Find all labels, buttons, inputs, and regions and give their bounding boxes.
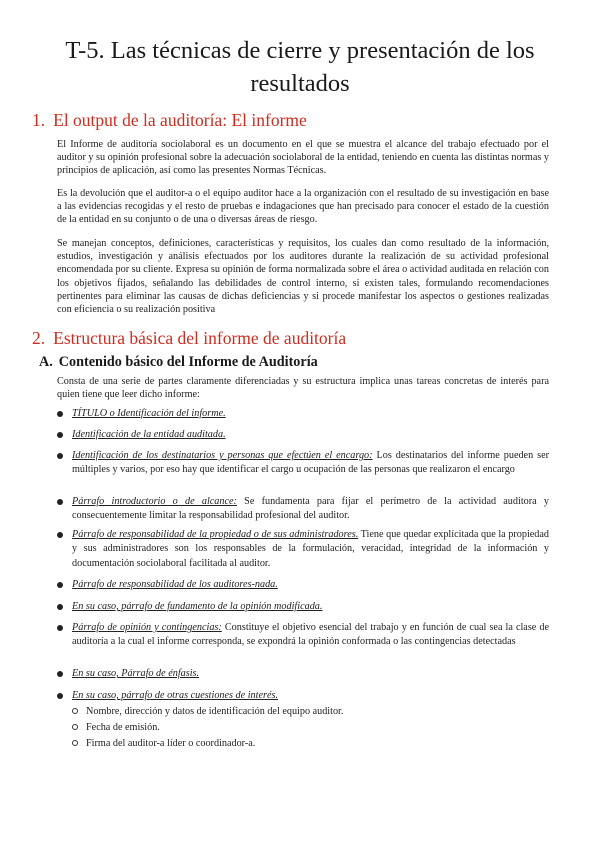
list-item [57,689,549,703]
section-1-heading [32,110,307,131]
list-item [57,621,549,650]
list-item-text: Se fundamenta para fijar el perímetro de la actividad auditora y consecuentemente limitar la responsabilidad profesional del auditor. [72,496,549,522]
list-item [57,407,549,421]
bullet-icon [57,604,63,610]
list-item [57,600,549,614]
list-item-term: Identificación de la entidad auditada. [72,429,226,440]
bullet-icon [57,453,63,459]
bullet-icon [57,625,63,631]
list-item-text: Constituye el objetivo esencial del trabajo y en función de cual sea la clase de auditoría a la cual el informe corresponda, se expondrá la opinión conformada o las contingencias detectadas [72,622,550,648]
sub-list-item [72,737,542,750]
circle-bullet-icon [72,724,78,730]
list-item-term: En su caso, párrafo de otras cuestiones de interés. [72,690,278,701]
list-item [57,449,549,478]
list-item-term: Identificación de los destinatarios y personas que efectúen el encargo: [72,450,373,461]
list-item [57,667,549,681]
list-item-term: En su caso, Párrafo de énfasis. [72,668,200,679]
bullet-icon [57,499,63,505]
list-item-term: En su caso, párrafo de fundamento de la opinión modificada. [72,601,323,612]
paragraph-3: Se manejan conceptos, definiciones, características y requisitos, los cuales dan como resultado de la información, estudios, investigación y análisis efectuados por los auditores durante la realización de su actividad profesional encomendada por su cliente. Expresa su opinión de forma normalizada sobre el área o actividad auditada en relación con los objetivos fijados, señalando las debilidades de control interno, si existen tales, formulando recomendaciones pertinentes para eliminar las causas de dichas deficiencias y si procede manifestar los aspectos o gestiones realizadas con eficiencia o su realización positiva [57,238,549,316]
bullet-icon [57,693,63,699]
section-2-title: Estructura básica del informe de auditoría [53,328,347,348]
list-item-term: TÍTULO o Identificación del informe. [72,408,226,419]
bullet-icon [57,582,63,588]
paragraph-1: El Informe de auditoría sociolaboral es un documento en el que se muestra el alcance del trabajo efectuado por el auditor y su opinión profesional sobre la adecuación sociolaboral de la entidad, teniendo en cuenta las distintas normas y principios de aplicación, así como las presentes Normas Técnicas. [57,139,549,177]
bullet-icon [57,432,63,438]
list-item [57,495,549,524]
circle-bullet-icon [72,740,78,746]
subsection-intro: Consta de una serie de partes claramente diferenciadas y su estructura implica unas tareas concretas de interés para quien tiene que leer dicho informe: [57,376,549,401]
document-title: T-5. Las técnicas de cierre y presentación de los resultados [65,37,535,97]
sub-list-item [72,705,542,718]
section-2-number: 2. [32,328,46,348]
subsection-a-heading [39,354,318,371]
list-item [57,428,549,442]
bullet-icon [57,532,63,538]
list-item [57,578,549,592]
list-item-term: Párrafo de responsabilidad de la propiedad o de sus administradores. [72,529,359,540]
subsection-a-letter: A. [39,354,53,370]
circle-bullet-icon [72,708,78,714]
sub-list-item [72,721,542,734]
section-1-title: El output de la auditoría: El informe [53,110,307,130]
bullet-icon [57,671,63,677]
subsection-a-title: Contenido básico del Informe de Auditoría [58,354,318,370]
list-item [57,528,549,571]
section-2-heading [32,328,346,349]
sub-list-item-text: Fecha de emisión. [86,722,160,733]
list-item-term: Párrafo de responsabilidad de los auditores-nada. [72,579,278,590]
list-item-text: Tiene que quedar explícitada que la propiedad y sus administradores son los responsables de la formulación, veracidad, integridad de la información y documentación sociolaboral facilitada al auditor. [72,529,550,569]
section-1-number: 1. [32,110,46,130]
sub-list-item-text: Nombre, dirección y datos de identificación del equipo auditor. [86,706,344,717]
sub-list-item-text: Firma del auditor-a líder o coordinador-a. [86,738,256,749]
bullet-icon [57,411,63,417]
paragraph-2: Es la devolución que el auditor-a o el equipo auditor hace a la organización con el resultado de su investigación en base a las evidencias recogidas y el resto de pruebas e indagaciones que han precisado para conocer el estado de la cuestión de la entidad en su conjunto o de una o diversas áreas de riesgo. [57,188,549,226]
list-item-text: Los destinatarios del informe pueden ser múltiples y varios, por eso hay que identificar el cargo u ocupación de las personas que realizaron el encargo [72,450,550,476]
list-item-term: Párrafo introductorio o de alcance: [72,496,237,507]
list-item-term: Párrafo de opinión y contingencias: [72,622,222,633]
